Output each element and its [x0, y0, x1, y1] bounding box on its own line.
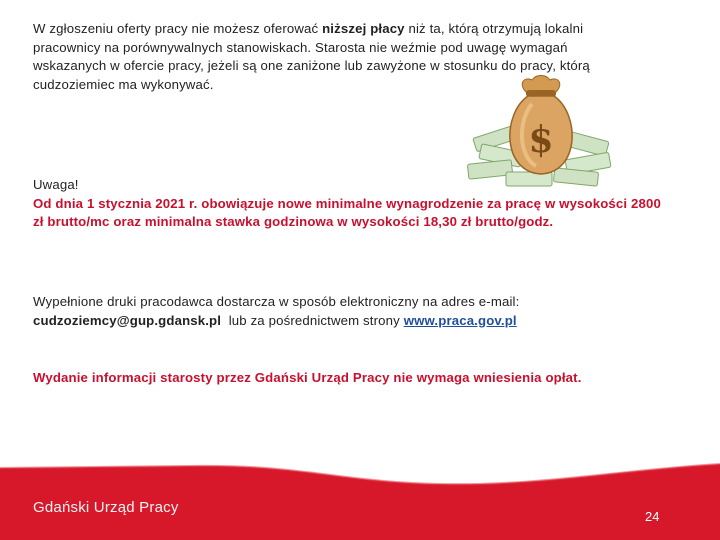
notice-heading: Uwaga!	[33, 177, 79, 192]
praca-gov-link[interactable]: www.praca.gov.pl	[403, 312, 517, 328]
money-bag-icon	[466, 70, 616, 190]
submission-paragraph	[33, 293, 673, 330]
submission-mid-text: lub za pośrednictwem strony	[221, 312, 404, 328]
money-bag-illustration	[466, 70, 616, 190]
brand-name: Gdański Urząd Pracy	[33, 499, 179, 516]
paragraph-text-bold: niższej płacy	[322, 21, 405, 36]
footer-bar	[0, 462, 720, 540]
svg-text:$: $	[528, 119, 554, 161]
email-address[interactable]: cudzoziemcy@gup.gdansk.pl	[33, 312, 222, 328]
paragraph-text-post: niż ta, którą otrzymują lokalni pracownicy na porównywalnych stanowiskach. Starosta nie weźmie pod uwagę wymagań wskazanych w ofercie pracy, jeżeli są one zaniżone lub zawyżone w stosunku do pracy, którą cudzoziemiec ma wykonywać.	[33, 21, 590, 92]
notice-paragraph	[33, 176, 673, 232]
minimum-wage-text: Od dnia 1 stycznia 2021 r. obowiązuje nowe minimalne wynagrodzenie za pracę w wysokości 2800 zł brutto/mc oraz minimalna stawka godzinowa w wysokości 18,30 zł brutto/godz.	[33, 195, 661, 230]
paragraph-text-pre: W zgłoszeniu oferty pracy nie możesz oferować	[33, 21, 323, 36]
page-number: 24	[645, 509, 660, 524]
submission-text: Wypełnione druki pracodawca dostarcza w sposób elektroniczny na adres e-mail:	[33, 294, 520, 309]
fee-paragraph: Wydanie informacji starosty przez Gdański Urząd Pracy nie wymaga wniesienia opłat.	[33, 370, 582, 385]
